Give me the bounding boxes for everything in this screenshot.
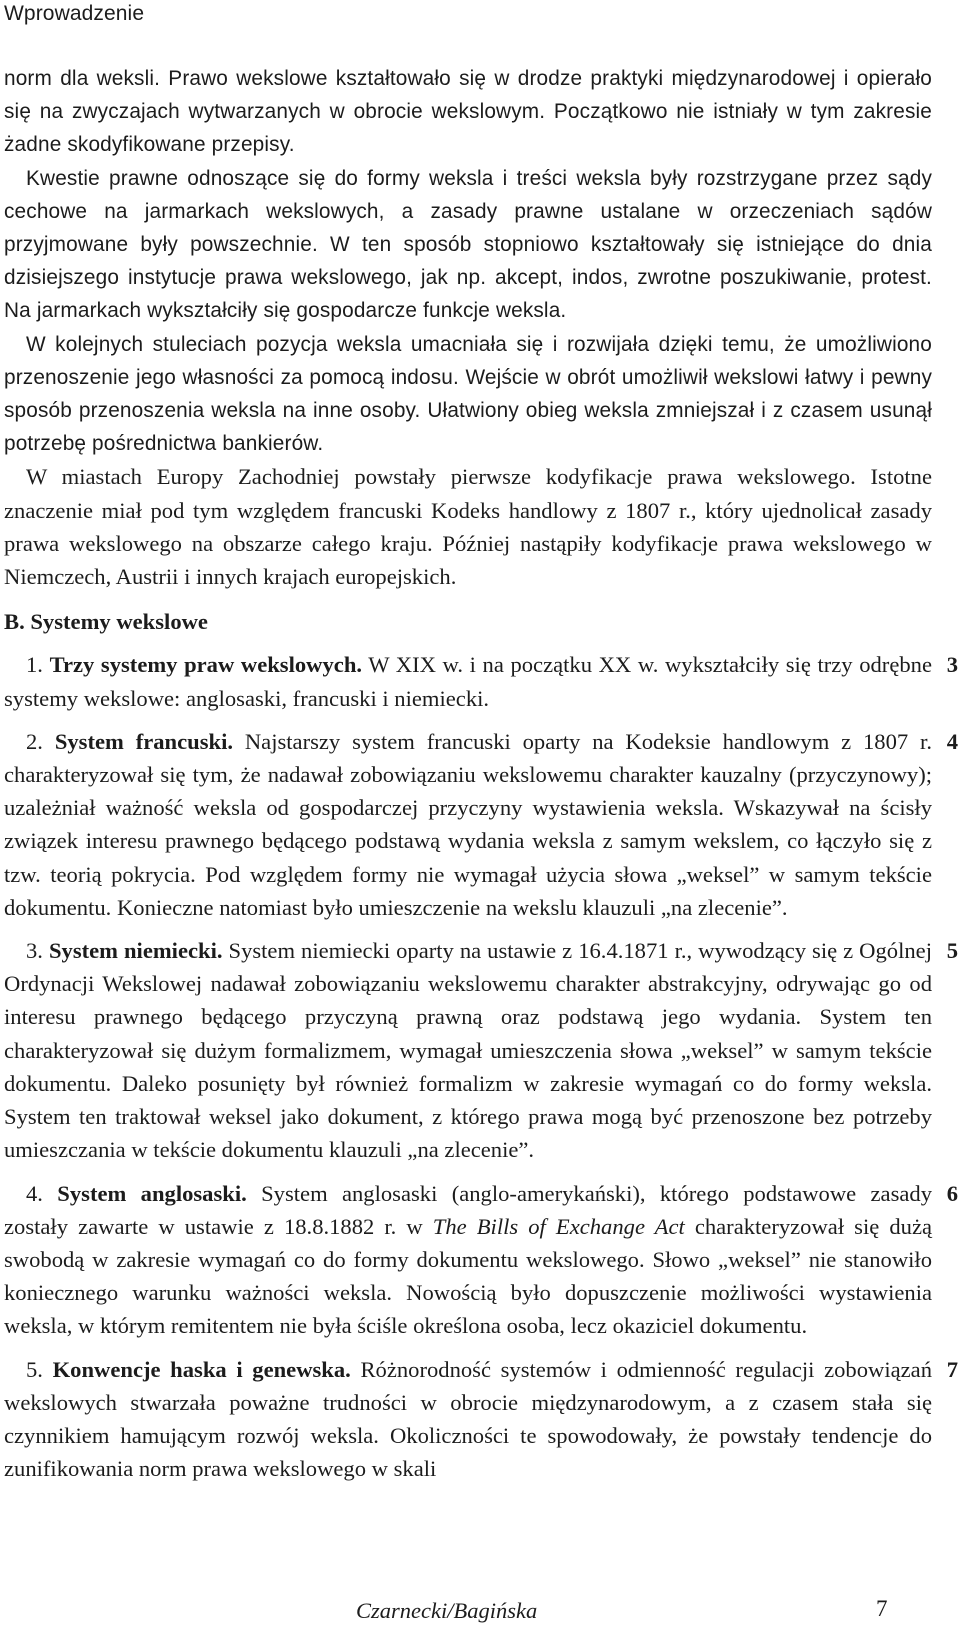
item-text: System anglosaski (anglo-amerykański), którego podstawowe zasady zostały zawarte w ustawie z 18.8.1882 r. w <box>4 1180 932 1239</box>
item-number: 1. <box>26 652 43 678</box>
margin-number: 3 <box>946 652 958 678</box>
item-lead: Trzy systemy praw wekslowych. <box>49 652 363 678</box>
item-lead: Konwencje haska i genewska. <box>52 1356 351 1382</box>
item-number: 3. <box>26 938 43 964</box>
act-title: The Bills of Exchange Act <box>432 1213 685 1239</box>
list-item <box>4 1353 958 1486</box>
item-text: W XIX w. i na początku XX w. wykształciły się trzy odrębne systemy wekslowe: anglosaski, francuski i niemiecki. <box>4 652 932 711</box>
intro-paragraph-2: Kwestie prawne odnoszące się do formy weksla i treści weksla były rozstrzygane przez sądy cechowe na jarmarkach wekslowych, a zasady prawne ustalane w orzeczeniach sądów przyjmowane były powszechnie. W ten sposób stopniowo kształtowały się istniejące do dnia dzisiejszego instytucje prawa wekslowego, jak np. akcept, indos, zwrotne poszukiwanie, protest. Na jarmarkach wykształciły się gospodarcze funkcje weksla. <box>4 166 932 323</box>
item-number: 4. <box>26 1180 43 1206</box>
item-lead: System niemiecki. <box>48 938 223 964</box>
list-item <box>4 934 958 1166</box>
intro-paragraph-1: norm dla weksli. Prawo wekslowe kształtowało się w drodze praktyki międzynarodowej i opierało się na zwyczajach wytwarzanych w obrocie wekslowym. Początkowo nie istniały w tym zakresie żadne skodyfikowane przepisy. <box>4 67 932 157</box>
page-body <box>4 62 958 1485</box>
intro-paragraph-3: W kolejnych stuleciach pozycja weksla umacniała się i rozwijała dzięki temu, że umożliwiono przenoszenie jego własności za pomocą indosu. Wejście w obrót umożliwił wekslowi łatwy i pewny sposób przenoszenia weksla na inne osoby. Ułatwiony obieg weksla zmniejszał i z czasem usunął potrzebę pośrednictwa bankierów. <box>4 332 932 456</box>
item-text: Różnorodność systemów i odmienność regulacji zobowiązań wekslowych stwarzała poważne trudności w obrocie międzynarodowym, a z czasem stała się czynnikiem hamującym rozwój weksla. Okoliczności te spowodowały, że powstały tendencje do zunifikowania norm prawa wekslowego w skali <box>4 1356 932 1482</box>
list-item <box>4 648 958 714</box>
item-text: Najstarszy system francuski oparty na Kodeksie handlowym z 1807 r. charakteryzował się tym, że nadawał zobowiązaniu wekslowemu charakter kauzalny (przyczynowy); uzależniał ważność weksla od gospodarczej przyczyny wystawienia weksla. Wskazywał na ścisły związek interesu prawnego będącego podstawą wydania weksla z samym wekslem, co łączyło się z tzw. teorią pokrycia. Pod względem formy nie wymagał użycia słowa „weksel” w samym tekście dokumentu. Konieczne natomiast było umieszczenie na wekslu klauzuli „na zlecenie”. <box>4 728 932 920</box>
footer-authors: Czarnecki/Bagińska <box>356 1598 538 1623</box>
margin-number: 5 <box>946 938 958 964</box>
item-text: System niemiecki oparty na ustawie z 16.4.1871 r., wywodzący się z Ogólnej Ordynacji Wekslowej nadawał zobowiązaniu wekslowemu charakter abstrakcyjny, odrywając go od interesu prawnego będącego przyczyną prawną oraz podstawą jego wydania. System ten charakteryzował się dużym formalizmem, wymagał umieszczenia słowa „weksel” w samym tekście dokumentu. Daleko posunięty był również formalizm w zakresie wymagań co do formy weksla. System ten traktował weksel jako dokument, z którego prawa mogą być przenoszone bez potrzeby umieszczania w tekście dokumentu klauzuli „na zlecenie”. <box>4 938 932 1163</box>
list-item <box>4 725 958 924</box>
section-heading: B. Systemy wekslowe <box>4 609 208 635</box>
margin-number: 4 <box>946 728 958 754</box>
item-text: charakteryzował się dużą swobodą w zakresie wymagań co do formy dokumentu wekslowego. Słowo „weksel” nie stanowiło koniecznego warunku ważności weksla. Nowością było dopuszczenie możliwości wystawienia weksla, w którym remitentem nie była ściśle określona osoba, lecz okaziciel dokumentu. <box>4 1213 932 1339</box>
item-number: 2. <box>26 728 43 754</box>
margin-number: 6 <box>946 1180 958 1206</box>
item-number: 5. <box>26 1356 43 1382</box>
page-number: 7 <box>876 1596 888 1621</box>
list-item <box>4 1177 958 1343</box>
item-lead: System francuski. <box>54 728 233 754</box>
intro-paragraph-4: W miastach Europy Zachodniej powstały pierwsze kodyfikacje prawa wekslowego. Istotne znaczenie miał pod tym względem francuski Kodeks handlowy z 1807 r., który ujednolicał zasady prawa wekslowego na obszarze całego kraju. Później nastąpiły kodyfikacje prawa wekslowego w Niemczech, Austrii i innych krajach europejskich. <box>4 464 932 590</box>
running-title: Wprowadzenie <box>4 2 145 25</box>
margin-number: 7 <box>946 1356 958 1382</box>
item-lead: System anglosaski. <box>57 1180 247 1206</box>
